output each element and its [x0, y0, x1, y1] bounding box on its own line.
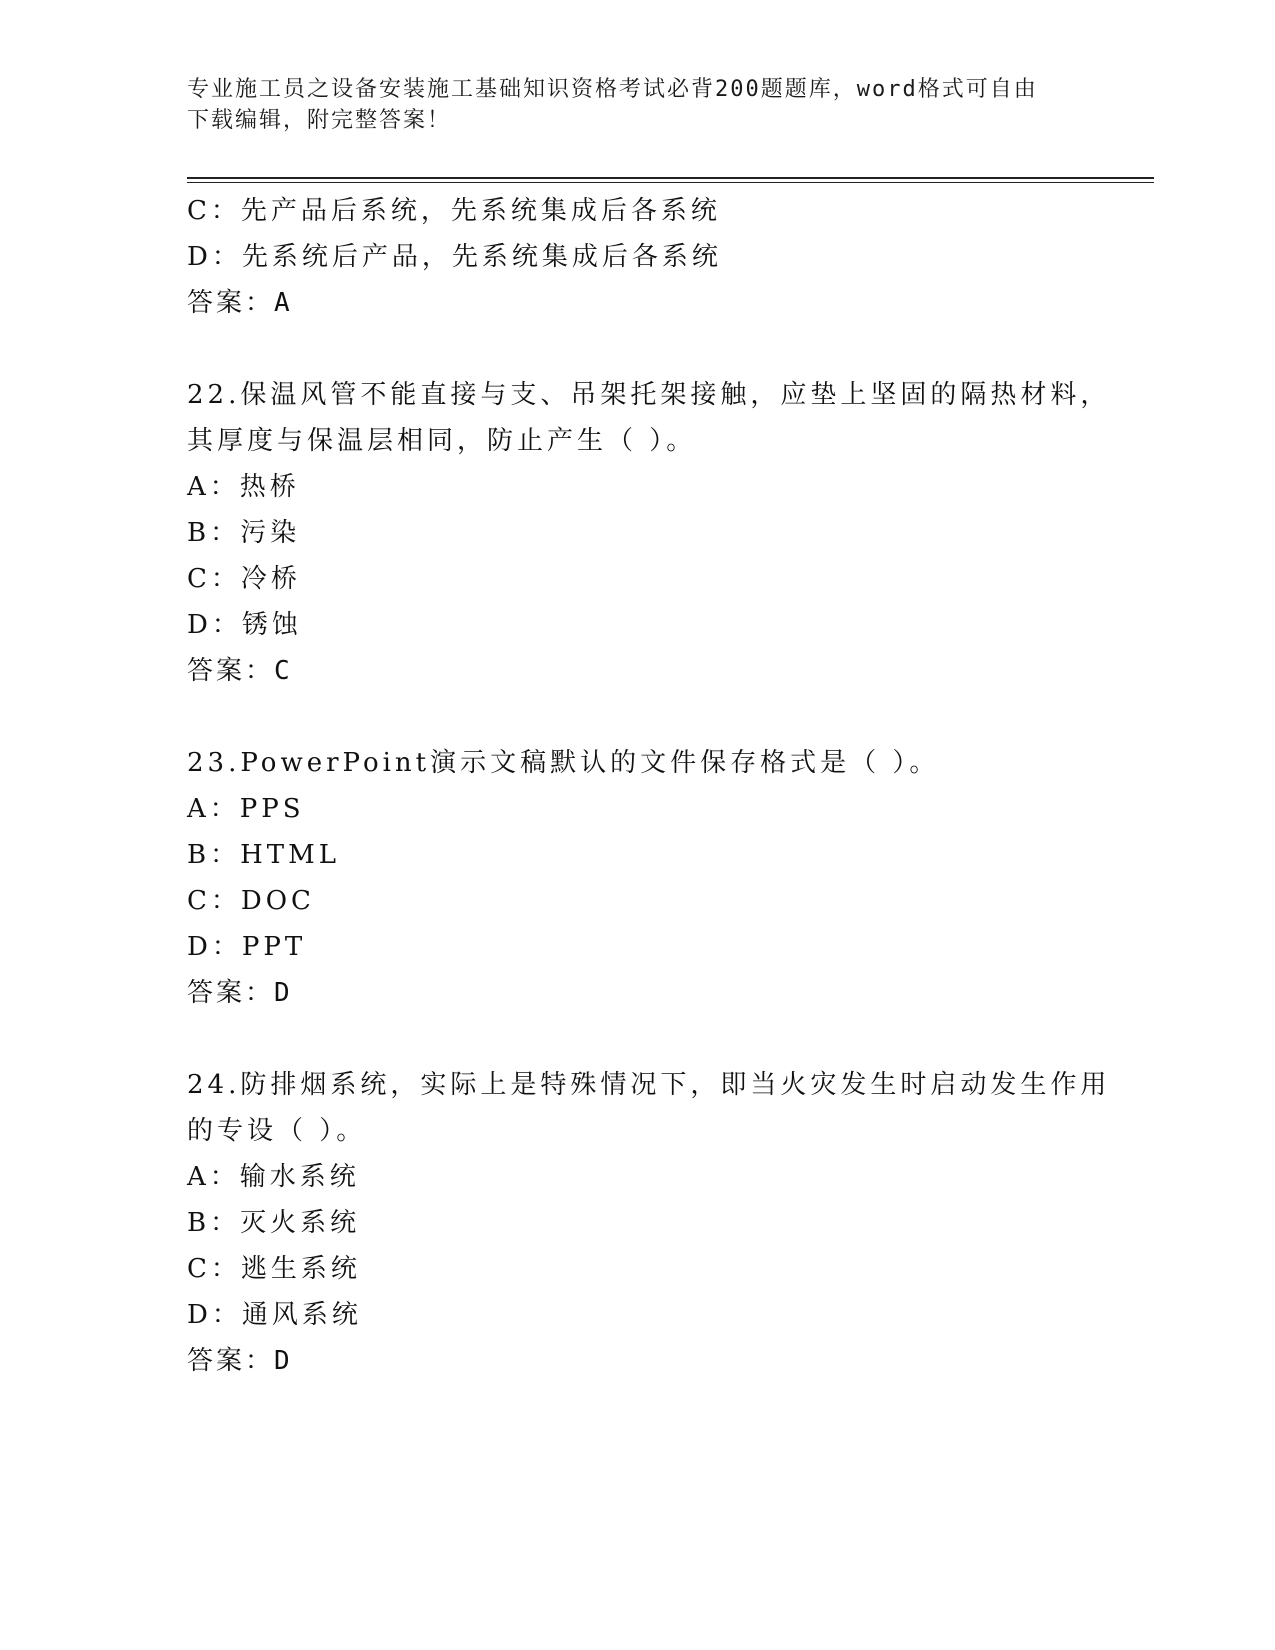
option-c: C：冷桥 — [187, 564, 301, 594]
spacer — [187, 1016, 1087, 1062]
option-a: A：热桥 — [187, 472, 300, 502]
question-text-line-2: 其厚度与保温层相同，防止产生（ ）。 — [187, 426, 697, 456]
option-d: D：先系统后产品，先系统集成后各系统 — [187, 242, 722, 272]
answer-line: 答案：C — [187, 656, 293, 686]
document-body — [187, 188, 1111, 1384]
question-23 — [187, 740, 1087, 1016]
question-22 — [187, 372, 1111, 694]
option-a: A：输水系统 — [187, 1162, 360, 1192]
spacer — [187, 326, 1087, 372]
header-divider-thin — [187, 182, 1154, 183]
option-a: A：PPS — [187, 794, 305, 824]
answer-line: 答案：D — [187, 978, 293, 1008]
option-b: B：污染 — [187, 518, 301, 548]
document-header — [187, 74, 1087, 136]
answer-line: 答案：A — [187, 288, 293, 318]
option-d: D：PPT — [187, 932, 307, 962]
question-24 — [187, 1062, 1111, 1384]
header-divider-thick — [187, 177, 1154, 179]
option-c: C：逃生系统 — [187, 1254, 361, 1284]
answer-line: 答案：D — [187, 1346, 293, 1376]
header-line-1: 专业施工员之设备安装施工基础知识资格考试必背200题题库，word格式可自由 — [187, 77, 1038, 102]
option-d: D：锈蚀 — [187, 610, 302, 640]
question-text-line-2: 的专设（ ）。 — [187, 1116, 367, 1146]
question-text-line-1: 24.防排烟系统，实际上是特殊情况下，即当火灾发生时启动发生作用 — [187, 1070, 1111, 1100]
question-text-line-1: 23.PowerPoint演示文稿默认的文件保存格式是（ ）。 — [187, 748, 940, 778]
header-line-2: 下载编辑，附完整答案！ — [187, 108, 452, 133]
option-b: B：HTML — [187, 840, 341, 870]
option-c: C：先产品后系统，先系统集成后各系统 — [187, 196, 721, 226]
question-text-line-1: 22.保温风管不能直接与支、吊架托架接触，应垫上坚固的隔热材料， — [187, 380, 1111, 410]
option-c: C：DOC — [187, 886, 315, 916]
question-carryover — [187, 188, 1087, 326]
spacer — [187, 694, 1087, 740]
option-b: B：灭火系统 — [187, 1208, 361, 1238]
option-d: D：通风系统 — [187, 1300, 362, 1330]
